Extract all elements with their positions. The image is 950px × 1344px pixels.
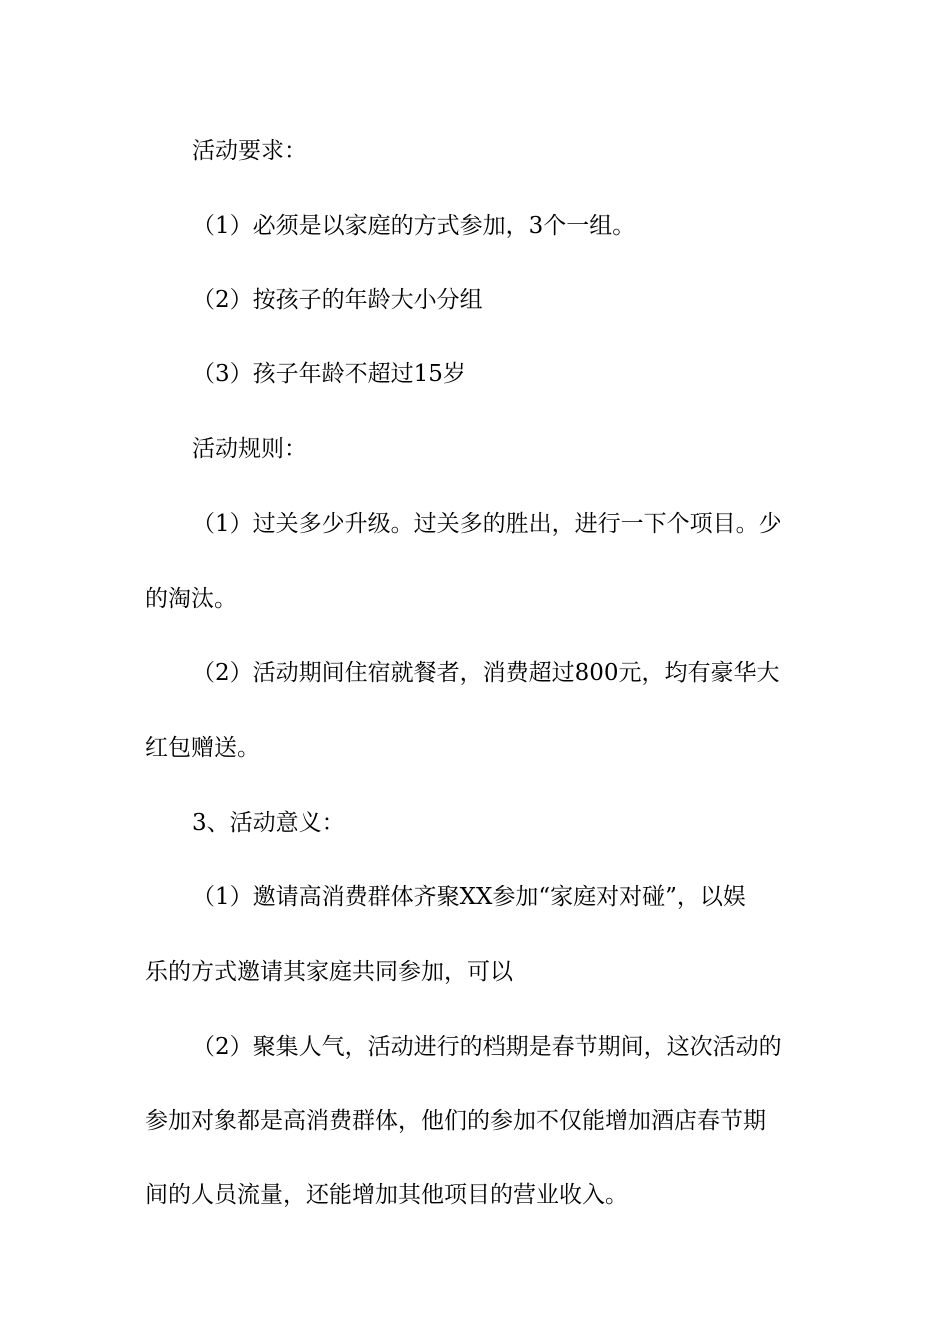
significance-item-2-line-2: 参加对象都是高消费群体，他们的参加不仅能增加酒店春节期 <box>145 1108 766 1134</box>
requirement-item-1: （1）必须是以家庭的方式参加，3个一组。 <box>192 213 636 239</box>
significance-item-1-line-1: （1）邀请高消费群体齐聚XX参加“家庭对对碰”，以娱 <box>192 884 746 910</box>
requirement-item-3: （3）孩子年龄不超过15岁 <box>192 361 466 387</box>
rule-item-1-line-2: 的淘汰。 <box>145 586 237 612</box>
significance-item-2-line-1: （2）聚集人气，活动进行的档期是春节期间，这次活动的 <box>192 1034 782 1060</box>
section-heading-rules: 活动规则： <box>192 436 307 462</box>
section-heading-requirements: 活动要求： <box>192 138 307 164</box>
significance-item-1-line-2: 乐的方式邀请其家庭共同参加，可以 <box>145 959 513 985</box>
section-heading-significance: 3、活动意义： <box>192 810 345 836</box>
requirement-item-2: （2）按孩子的年龄大小分组 <box>192 287 483 313</box>
rule-item-1-line-1: （1）过关多少升级。过关多的胜出，进行一下个项目。少 <box>192 511 782 537</box>
significance-item-2-line-3: 间的人员流量，还能增加其他项目的营业收入。 <box>145 1182 628 1208</box>
rule-item-2-line-1: （2）活动期间住宿就餐者，消费超过800元，均有豪华大 <box>192 660 780 686</box>
rule-item-2-line-2: 红包赠送。 <box>145 735 260 761</box>
